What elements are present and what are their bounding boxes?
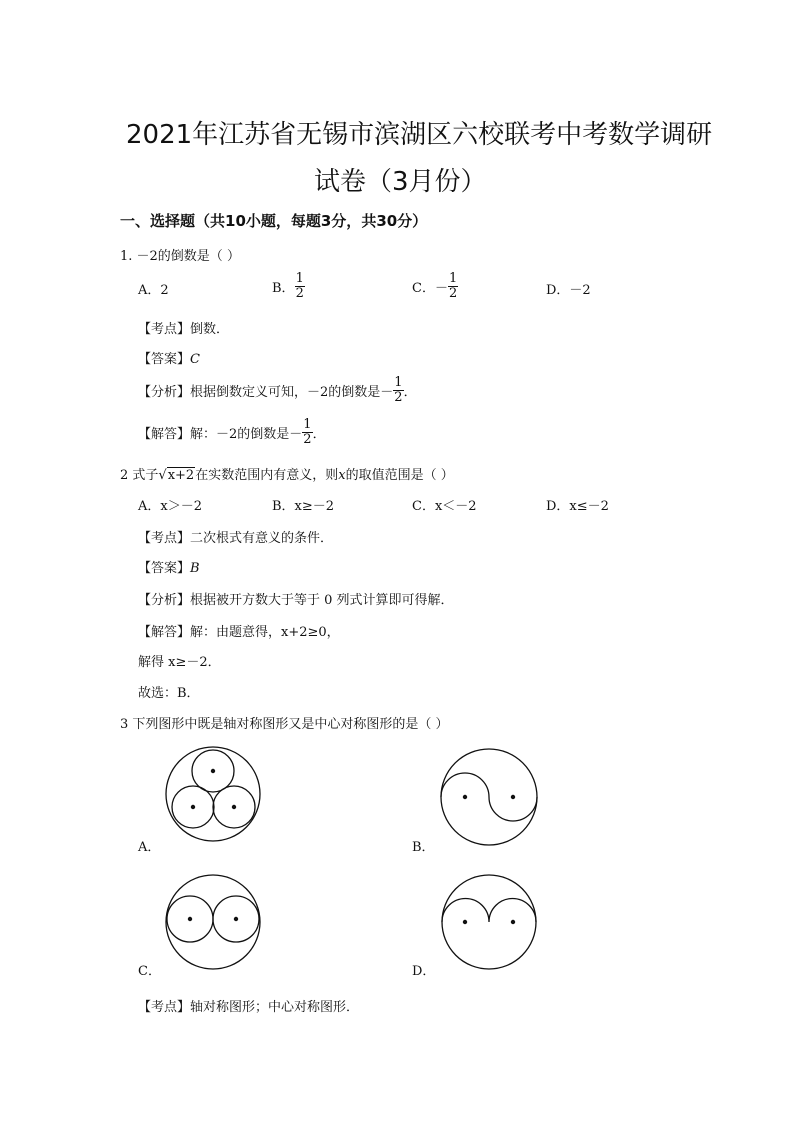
q2-stem-pre: 2 式子 xyxy=(120,468,159,483)
q1-stem: 1. －2的倒数是（ ） xyxy=(120,249,240,264)
q2-solution-text: 解：由题意得，x+2≥0， xyxy=(190,625,340,640)
q2-solution-label: 【解答】 xyxy=(138,625,191,640)
figure-c-right-dot xyxy=(234,917,238,921)
figure-b-s-curve xyxy=(441,773,537,821)
q3-label-b: B． xyxy=(412,840,435,855)
q1-option-c-fraction xyxy=(448,272,458,301)
q2-solution xyxy=(138,621,340,640)
q1-answer xyxy=(138,348,200,367)
q3-figure-c xyxy=(164,873,264,973)
figure-d-right-dot xyxy=(511,920,515,924)
q1-solution-den: 2 xyxy=(303,432,312,447)
q3-label-c: C． xyxy=(138,964,161,979)
q2-answer xyxy=(138,557,200,576)
q2-stem xyxy=(120,464,454,483)
q1-answer-text: C xyxy=(190,352,200,367)
q2-radicand: x+2 xyxy=(167,468,195,483)
figure-c-left-dot xyxy=(188,917,192,921)
figure-b-left-dot xyxy=(463,795,467,799)
q1-option-b-num: 1 xyxy=(295,271,304,286)
q2-option-a: A．x＞－2 xyxy=(138,499,202,514)
q3-figure-d xyxy=(440,873,540,973)
figure-a-outer-circle xyxy=(166,747,260,841)
q2-solution-line3: 故选：B． xyxy=(138,686,200,701)
q1-option-b-den: 2 xyxy=(295,286,304,301)
q1-solution-num: 1 xyxy=(303,417,312,432)
q1-analysis-end: ． xyxy=(403,385,417,400)
q1-answer-label: 【答案】 xyxy=(138,352,191,367)
section-heading: 一、选择题（共10小题，每题3分，共30分） xyxy=(120,212,428,230)
q2-solution-line2: 解得 x≥－2． xyxy=(138,655,221,670)
q1-solution-fraction xyxy=(302,418,312,447)
q1-option-c-num: 1 xyxy=(448,271,458,286)
q1-analysis xyxy=(138,376,417,405)
figure-d-left-dot xyxy=(463,920,467,924)
q1-analysis-label: 【分析】 xyxy=(138,385,191,400)
q1-solution-text: 解：－2的倒数是－ xyxy=(190,427,303,442)
figure-b-right-dot xyxy=(511,795,515,799)
q1-analysis-fraction xyxy=(393,376,403,405)
q1-solution-label: 【解答】 xyxy=(138,427,191,442)
page-title-line1: 2021年江苏省无锡市滨湖区六校联考中考数学调研 xyxy=(126,120,713,150)
q1-kaodian-text: 倒数． xyxy=(190,322,230,337)
figure-a-top-dot xyxy=(211,769,215,773)
figure-d-arcs xyxy=(442,899,536,923)
q1-analysis-num: 1 xyxy=(394,375,403,390)
q1-solution-end: ． xyxy=(312,427,326,442)
q1-option-b-prefix: B． xyxy=(272,281,295,296)
q2-analysis-label: 【分析】 xyxy=(138,593,191,608)
figure-a-left-dot xyxy=(191,805,195,809)
q1-analysis-text: 根据倒数定义可知，－2的倒数是－ xyxy=(190,385,394,400)
q2-kaodian xyxy=(138,527,333,546)
q2-stem-var: x xyxy=(338,468,346,483)
q1-analysis-den: 2 xyxy=(394,390,403,405)
q3-figure-a xyxy=(164,744,264,844)
q1-kaodian-label: 【考点】 xyxy=(138,322,191,337)
q2-stem-post: 在实数范围内有意义，则 xyxy=(195,468,339,483)
q2-option-b: B．x≥－2 xyxy=(272,499,335,514)
q3-stem: 3 下列图形中既是轴对称图形又是中心对称图形的是（ ） xyxy=(120,717,449,732)
q1-solution xyxy=(138,418,326,447)
page-title-line2: 试卷（3月份） xyxy=(314,167,487,197)
q3-kaodian xyxy=(138,996,359,1015)
q1-option-d: D．－2 xyxy=(546,283,591,298)
q2-kaodian-text: 二次根式有意义的条件． xyxy=(190,531,334,546)
q1-option-c xyxy=(412,272,458,301)
q2-kaodian-label: 【考点】 xyxy=(138,531,191,546)
q2-option-d: D．x≤－2 xyxy=(546,499,609,514)
q2-option-c: C．x＜－2 xyxy=(412,499,477,514)
q2-answer-label: 【答案】 xyxy=(138,561,191,576)
q2-stem-end: 的取值范围是（ ） xyxy=(345,468,454,483)
q1-option-a: A．2 xyxy=(138,283,169,298)
radical-sign: √ xyxy=(158,468,167,483)
q1-kaodian xyxy=(138,318,229,337)
q1-option-b-fraction xyxy=(295,272,305,301)
q2-analysis-text: 根据被开方数大于等于 0 列式计算即可得解． xyxy=(190,593,454,608)
q1-option-c-prefix: C．－ xyxy=(412,281,448,296)
q1-option-c-den: 2 xyxy=(448,286,458,301)
q1-option-b xyxy=(272,272,305,301)
figure-a-right-dot xyxy=(232,805,236,809)
q3-figure-b xyxy=(440,748,540,848)
q3-kaodian-text: 轴对称图形；中心对称图形． xyxy=(190,1000,360,1015)
q2-answer-text: B xyxy=(190,561,200,576)
q2-analysis xyxy=(138,589,454,608)
q3-label-d: D． xyxy=(412,964,436,979)
q3-kaodian-label: 【考点】 xyxy=(138,1000,191,1015)
q3-label-a: A． xyxy=(138,840,161,855)
